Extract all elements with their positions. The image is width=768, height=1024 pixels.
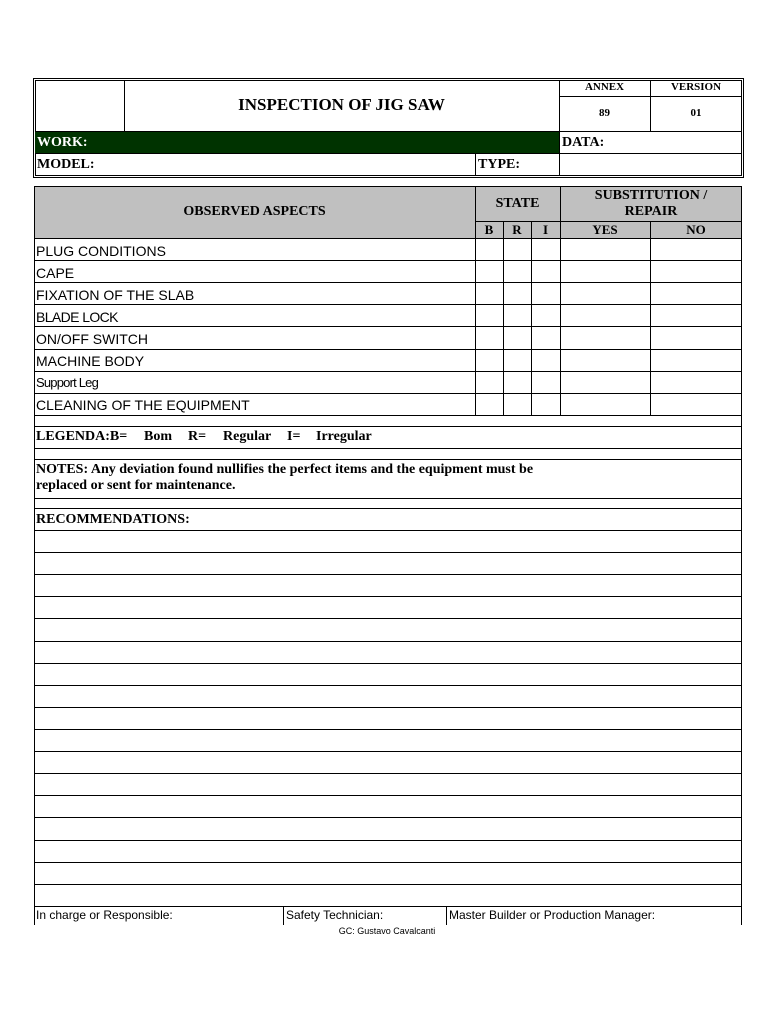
page-title: INSPECTION OF JIG SAW [238,95,445,114]
table-row: PLUG CONDITIONS [36,243,166,259]
work-bar [35,132,559,153]
table-row: MACHINE BODY [36,353,145,369]
state-header: STATE [495,196,540,211]
data-label: DATA: [562,135,605,150]
sub-col-yes: YES [592,222,618,237]
legend-i-label: I= [287,429,301,444]
annex-label: ANNEX [584,81,625,93]
table-row: Support Leg [36,375,99,390]
state-col-r: R [512,222,522,237]
observed-aspects-header: OBSERVED ASPECTS [183,204,326,219]
table-row: ON/OFF SWITCH [36,331,148,347]
legend-i-value: Irregular [316,429,372,444]
state-col-b: B [484,222,494,237]
table-row: CLEANING OF THE EQUIPMENT [36,397,250,413]
legend-b-value: Bom [144,429,172,444]
table-row: FIXATION OF THE SLAB [36,287,195,303]
table-row: CAPE [36,265,75,281]
sub-col-no: NO [686,222,706,237]
model-label: MODEL: [37,157,95,172]
footer-credit: GC: Gustavo Cavalcanti [338,926,436,936]
legend-r-value: Regular [223,429,272,444]
safety-technician-signature-label: Safety Technician: [286,908,384,922]
responsible-signature-label: In charge or Responsible: [36,908,173,922]
work-label: WORK: [37,135,88,150]
table-row: BLADE LOCK [36,309,118,325]
master-builder-signature-label: Master Builder or Production Manager: [449,908,656,922]
notes-line2: replaced or sent for maintenance. [36,478,236,493]
legend-label: LEGENDA:B= [36,429,128,444]
version-label: VERSION [670,81,722,93]
version-value: 01 [690,107,702,119]
annex-value: 89 [599,107,610,119]
type-label: TYPE: [478,157,520,172]
legend-r-label: R= [188,429,207,444]
state-col-i: I [542,222,549,237]
substitution-header-line2: REPAIR [624,204,678,219]
notes-line1: NOTES: Any deviation found nullifies the perfect items and the equipment must be [36,462,534,477]
recommendations-label: RECOMMENDATIONS: [36,512,190,527]
substitution-header-line1: SUBSTITUTION / [594,188,708,203]
